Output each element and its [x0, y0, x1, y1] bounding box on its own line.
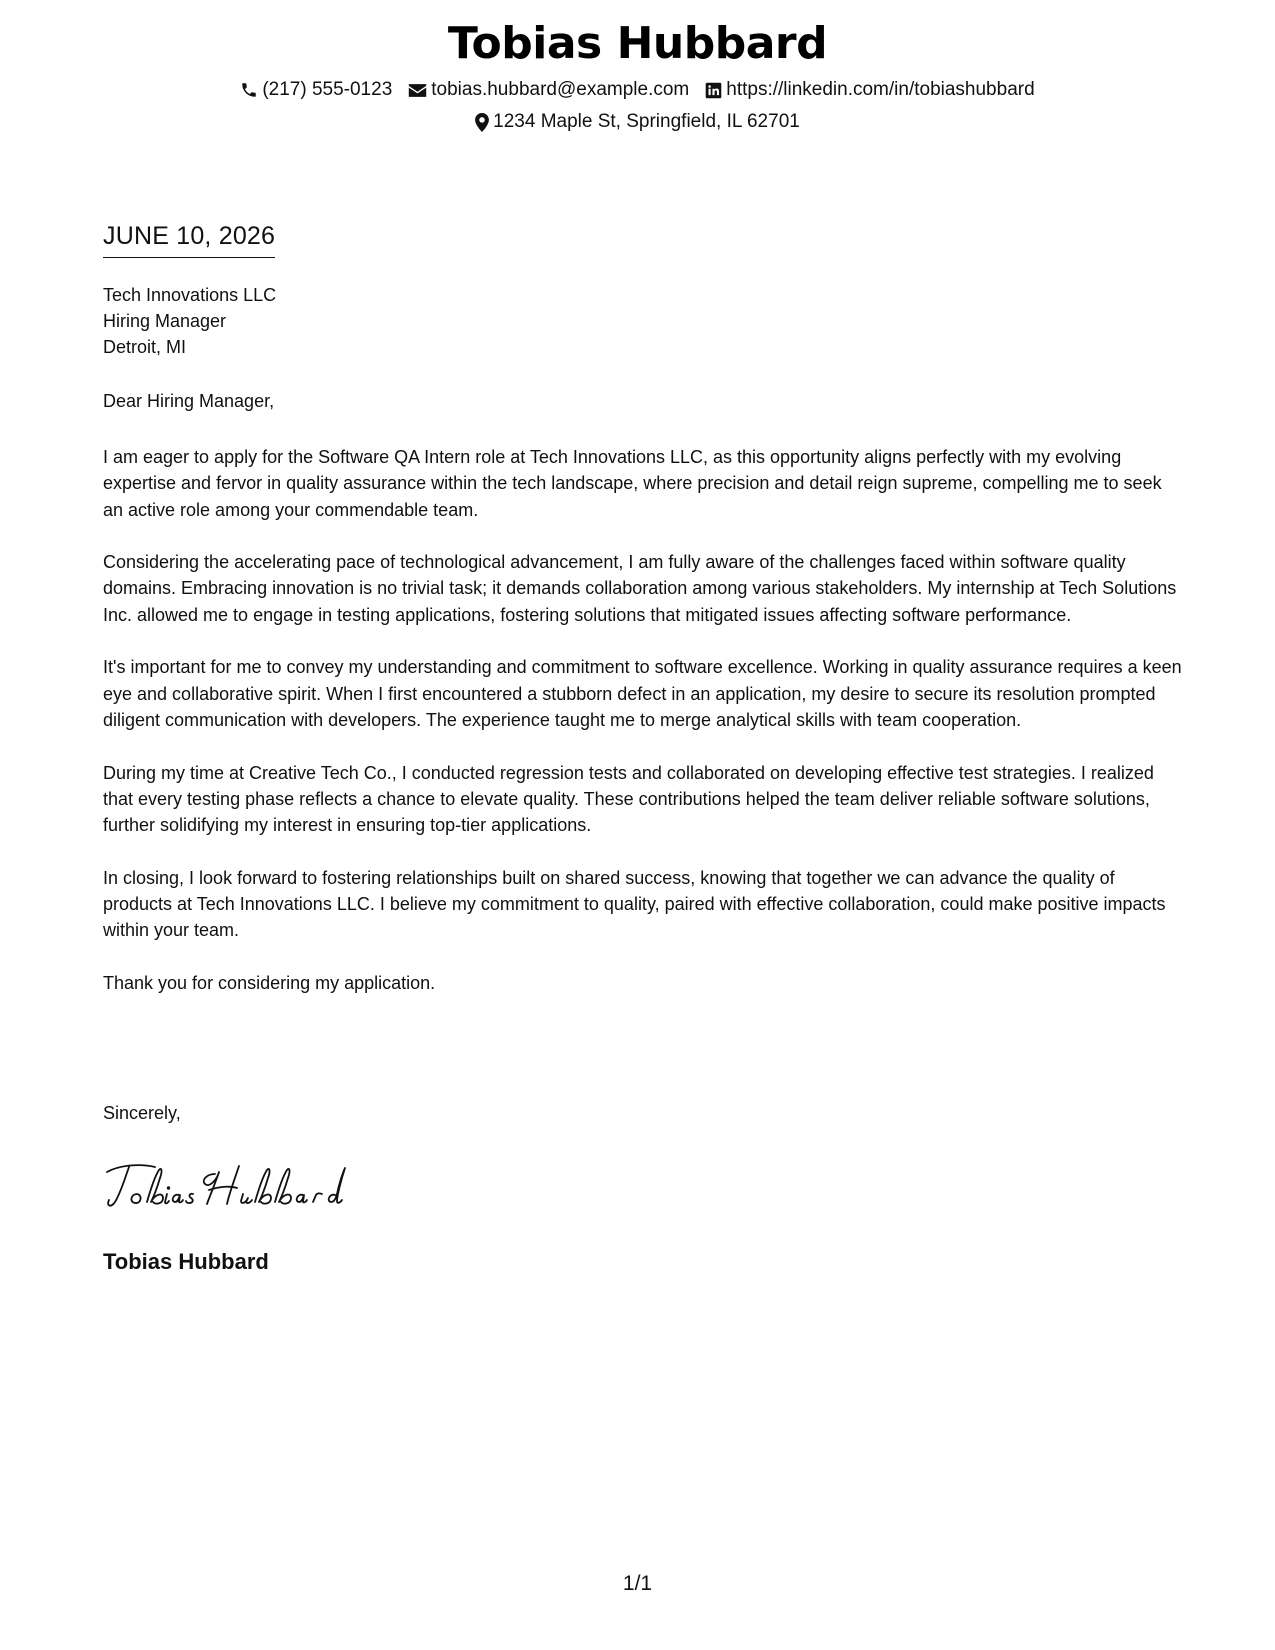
letter-date: JUNE 10, 2026 [103, 222, 275, 258]
letter-body [103, 444, 1183, 1023]
handwritten-signature [103, 1158, 363, 1214]
contact-row-primary [0, 79, 1275, 101]
contact-row-address [0, 111, 1275, 133]
address-contact [475, 111, 800, 133]
body-paragraph: I am eager to apply for the Software QA Intern role at Tech Innovations LLC, as this opportunity aligns perfectly with my evolving expertise and fervor in quality assurance within the tech landscape, where precision and detail reign supreme, compelling me to seek an active role among your commendable team. [103, 447, 1162, 520]
phone-text: (217) 555-0123 [262, 79, 393, 100]
body-paragraph: In closing, I look forward to fostering relationships built on shared success, knowing that together we can advance the quality of products at Tech Innovations LLC. I believe my commitment to quality, paired with effective collaboration, could make positive impacts within your team. [103, 867, 1166, 941]
closing: Sincerely, [103, 1103, 181, 1123]
salutation: Dear Hiring Manager, [103, 391, 275, 411]
recipient-location: Detroit, MI [103, 337, 187, 357]
body-paragraph: It's important for me to convey my understanding and commitment to software excellence. Working in quality assurance requires a keen eye and collaborative spirit. When I first encountered a stubborn defect in an application, my desire to secure its resolution prompted diligent communication with developers. The experience taught me to merge analytical skills with team cooperation. [103, 657, 1182, 730]
linkedin-contact [705, 79, 1034, 101]
recipient-title: Hiring Manager [103, 311, 227, 331]
body-paragraph: Thank you for considering my application. [103, 972, 436, 993]
signer-name: Tobias Hubbard [103, 1249, 269, 1274]
body-paragraph: Considering the accelerating pace of technological advancement, I am fully aware of the challenges faced within software quality domains. Embracing innovation is no trivial task; it demands collaboration among various stakeholders. My internship at Tech Solutions Inc. allowed me to engage in testing applications, fostering solutions that mitigated issues affecting software performance. [103, 552, 1177, 625]
page-number: 1/1 [622, 1572, 653, 1595]
linkedin-icon [705, 82, 722, 99]
phone-contact [240, 79, 392, 101]
email-text: tobias.hubbard@example.com [431, 79, 690, 100]
map-pin-icon [475, 113, 489, 132]
envelope-icon [408, 83, 427, 98]
linkedin-text: https://linkedin.com/in/tobiashubbard [726, 79, 1035, 100]
recipient-block [103, 282, 276, 360]
phone-icon [240, 81, 258, 99]
body-paragraph: During my time at Creative Tech Co., I conducted regression tests and collaborated on developing effective test strategies. I realized that every testing phase reflects a chance to elevate quality. These contributions helped the team deliver reliable software solutions, further solidifying my interest in ensuring top-tier applications. [103, 762, 1154, 836]
address-text: 1234 Maple St, Springfield, IL 62701 [493, 111, 800, 132]
email-contact [408, 79, 689, 101]
recipient-company: Tech Innovations LLC [103, 285, 277, 305]
applicant-name: Tobias Hubbard [447, 18, 828, 69]
